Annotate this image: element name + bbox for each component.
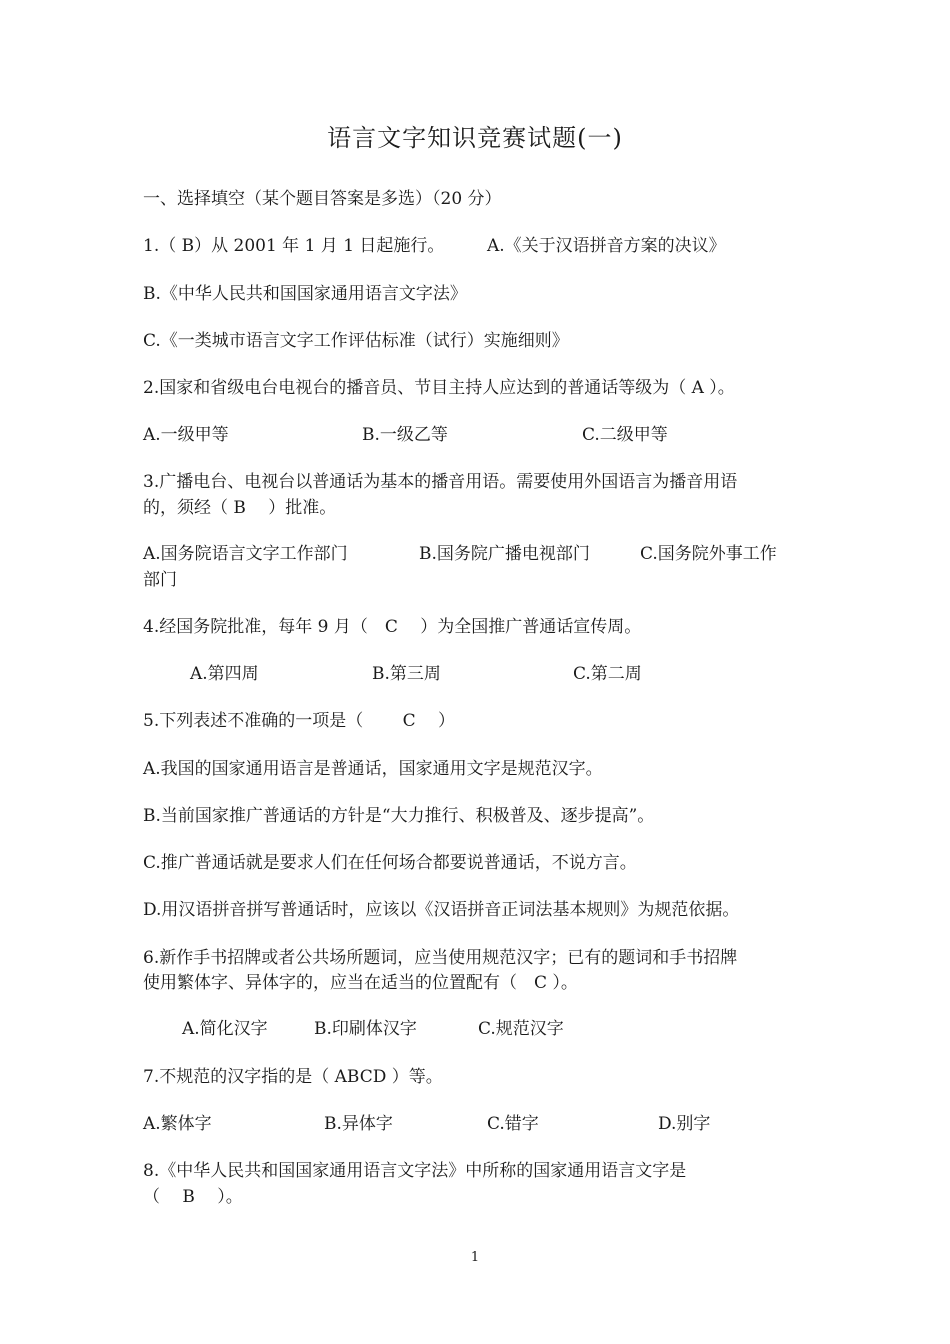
question-4-option-b: B.第三周 [372, 664, 441, 684]
question-3-option-b: B.国务院广播电视部门 [419, 544, 590, 564]
question-6-stem-line-1: 6.新作手书招牌或者公共场所题词，应当使用规范汉字；已有的题词和手书招牌 [143, 948, 738, 968]
question-2-option-c: C.二级甲等 [582, 425, 668, 445]
question-4-option-c: C.第二周 [573, 664, 642, 684]
question-5-option-d: D.用汉语拼音拼写普通话时，应该以《汉语拼音正词法基本规则》为规范依据。 [143, 900, 740, 920]
question-7-option-a: A.繁体字 [143, 1114, 212, 1134]
question-3-option-c-continued: 部门 [143, 570, 177, 590]
question-6-option-c: C.规范汉字 [478, 1019, 564, 1039]
question-4-option-a: A.第四周 [190, 664, 259, 684]
question-2-stem: 2.国家和省级电台电视台的播音员、节目主持人应达到的普通话等级为（ A ）。 [143, 378, 735, 398]
question-3-option-a: A.国务院语言文字工作部门 [143, 544, 348, 564]
question-7-stem: 7.不规范的汉字指的是（ ABCD ）等。 [143, 1067, 443, 1087]
question-5-option-b: B.当前国家推广普通话的方针是“大力推行、积极普及、逐步提高”。 [143, 806, 655, 826]
question-3-option-c: C.国务院外事工作 [640, 544, 777, 564]
question-1-option-b: B.《中华人民共和国国家通用语言文字法》 [143, 284, 467, 304]
question-4-stem: 4.经国务院批准，每年 9 月（ C ）为全国推广普通话宣传周。 [143, 617, 642, 637]
question-5-stem: 5.下列表述不准确的一项是（ C ） [143, 711, 456, 731]
question-5-option-a: A.我国的国家通用语言是普通话，国家通用文字是规范汉字。 [143, 759, 603, 779]
question-3-stem-line-2: 的，须经（ B ）批准。 [143, 498, 337, 518]
question-8-stem-line-2: （ B ）。 [143, 1187, 243, 1207]
question-7-option-b: B.异体字 [324, 1114, 393, 1134]
question-3-stem-line-1: 3.广播电台、电视台以普通话为基本的播音用语。需要使用外国语言为播音用语 [143, 472, 738, 492]
question-1-stem: 1.（ B）从 2001 年 1 月 1 日起施行。 [143, 236, 445, 256]
question-8-stem-line-1: 8.《中华人民共和国国家通用语言文字法》中所称的国家通用语言文字是 [143, 1161, 687, 1181]
section-heading: 一、选择填空（某个题目答案是多选）（20 分） [143, 189, 502, 209]
question-2-option-a: A.一级甲等 [143, 425, 229, 445]
question-1-option-a: A.《关于汉语拼音方案的决议》 [487, 236, 726, 256]
question-7-option-c: C.错字 [487, 1114, 539, 1134]
question-5-option-c: C.推广普通话就是要求人们在任何场合都要说普通话，不说方言。 [143, 853, 637, 873]
question-7-option-d: D.别字 [658, 1114, 711, 1134]
page-number: 1 [470, 1250, 480, 1265]
question-2-option-b: B.一级乙等 [362, 425, 448, 445]
question-6-option-b: B.印刷体汉字 [314, 1019, 417, 1039]
question-6-option-a: A.简化汉字 [182, 1019, 268, 1039]
question-6-stem-line-2: 使用繁体字、异体字的，应当在适当的位置配有（ C ）。 [143, 973, 578, 993]
question-1-option-c: C.《一类城市语言文字工作评估标准（试行）实施细则》 [143, 331, 569, 351]
page-title: 语言文字知识竞赛试题(一) [327, 124, 623, 152]
